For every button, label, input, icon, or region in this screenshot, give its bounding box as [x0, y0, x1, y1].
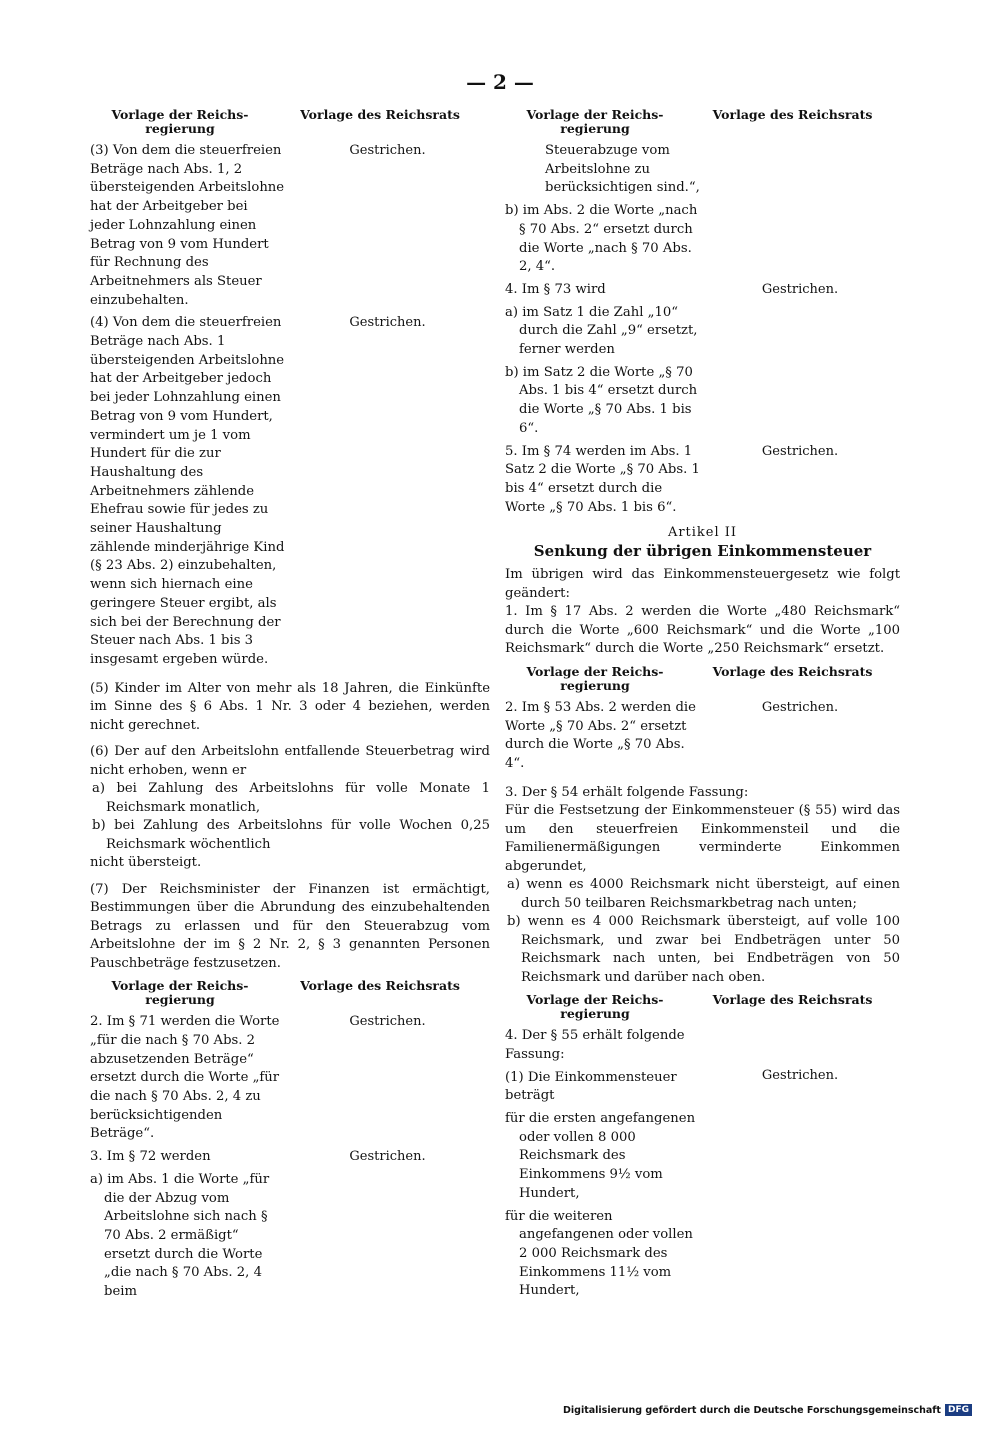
- paragraph-6b: b) bei Zahlung des Arbeitslohns für volle Wochen 0,25 Reichsmark wöchentlich: [92, 818, 490, 852]
- paragraph-5: (5) Kinder im Alter von mehr als 18 Jahren, die Einkünfte im Sinne des § 6 Abs. 1 Nr. 3 oder 4 beziehen, werden nicht gerechnet.: [90, 680, 490, 733]
- item-4: 4. Im § 73 wird: [505, 281, 606, 297]
- row-article-item-4: [505, 1027, 900, 1305]
- row-continuation: [505, 142, 900, 281]
- column-header: [505, 993, 900, 1021]
- article-item-3-text: Für die Festsetzung der Einkommensteuer (§ 55) wird das um den steuerfreien Einkommensteil und die Familienermäßigungen verminderte Einkommen abgerundet,: [505, 803, 900, 874]
- row-item-5: [505, 443, 900, 522]
- column-header: [505, 108, 900, 136]
- gestrichen-label: Gestrichen.: [349, 1014, 426, 1030]
- page-number: — 2 —: [466, 70, 534, 94]
- gestrichen-label: Gestrichen.: [761, 443, 839, 459]
- header-reichsrat: Vorlage des Reichsrats: [300, 978, 460, 994]
- paragraph-4: (4) Von dem die steuerfreien Beträge nach Abs. 1 übersteigenden Arbeitslohne hat der Arbeitgeber jedoch bei jeder Lohnzahlung einen Betrag von 9 vom Hundert, vermindert um je 1 vom Hundert für die zur Haushaltung des Arbeitnehmers zählende Ehefrau sowie für jedes zu seiner Haushaltung zählende minderjährige Kind (§ 23 Abs. 2) einzubehalten, wenn sich hiernach eine geringere Steuer ergibt, als sich bei der Berechnung der Steuer nach Abs. 1 bis 3 insgesamt ergeben würde.: [90, 315, 285, 667]
- article-intro: Im übrigen wird das Einkommensteuergesetz wie folgt geändert:: [505, 567, 900, 601]
- header-reichsrat: Vorlage des Reichsrats: [712, 663, 873, 679]
- paragraph-3: (3) Von dem die steuerfreien Beträge nach Abs. 1, 2 übersteigenden Arbeitslohne hat der Arbeitgeber bei jeder Lohnzahlung einen Betrag von 9 vom Hundert für Rechnung des Arbeitnehmers als Steuer einzubehalten.: [90, 143, 285, 308]
- item-3: 3. Im § 72 werden: [90, 1149, 211, 1165]
- paragraph-6c: nicht übersteigt.: [90, 855, 202, 871]
- row-article-item-2: [505, 699, 900, 778]
- paragraph-6a: a) bei Zahlung des Arbeitslohns für volle Monate 1 Reichsmark monatlich,: [92, 781, 490, 815]
- right-column: [505, 108, 900, 1305]
- paragraph-6: (6) Der auf den Arbeitslohn entfallende Steuerbetrag wird nicht erhoben, wenn er: [90, 744, 490, 778]
- row-p3: [90, 142, 490, 314]
- header-reichsrat: Vorlage des Reichsrats: [712, 992, 873, 1008]
- gestrichen-label: Gestrichen.: [761, 1068, 839, 1084]
- gestrichen-label: Gestrichen.: [761, 699, 839, 715]
- row-p4: [90, 314, 490, 673]
- article-item-4-1: (1) Die Einkommensteuer beträgt: [505, 1069, 677, 1104]
- article-item-1: 1. Im § 17 Abs. 2 werden die Worte „480 Reichsmark“ durch die Worte „600 Reichsmark“ und die Worte „100 Reichsmark“ durch die Worte „250 Reichsmark“ ersetzt.: [505, 604, 900, 657]
- article-title: Senkung der übrigen Einkommensteuer: [533, 542, 872, 561]
- column-header: [505, 665, 900, 693]
- gestrichen-label: Gestrichen.: [349, 1149, 426, 1165]
- header-reichsrat: Vorlage des Reichsrats: [712, 107, 873, 122]
- item-3a: a) im Abs. 1 die Worte „für die der Abzug vom Arbeitslohne sich nach § 70 Abs. 2 ermäßigt“ ersetzt durch die Worte „die nach § 70 Abs. 2, 4 beim: [90, 1171, 270, 1300]
- gestrichen-label: Gestrichen.: [761, 281, 839, 297]
- paragraph-7: (7) Der Reichsminister der Finanzen ist ermächtigt, Bestimmungen über die Abrundung des einzubehaltenden Betrags zu erlassen und für den Steuerabzug vom Arbeitslohne der im § 2 Nr. 2, § 3 genannten Personen Pauschbeträge festzusetzen.: [90, 881, 490, 971]
- footer: [563, 1404, 972, 1416]
- item-3b: b) im Abs. 2 die Worte „nach § 70 Abs. 2“ ersetzt durch die Worte „nach § 70 Abs. 2, 4“.: [505, 203, 698, 275]
- article-item-3: 3. Der § 54 erhält folgende Fassung:: [505, 784, 749, 800]
- column-header: [90, 108, 490, 136]
- header-regierung: Vorlage der Reichs- regierung: [111, 978, 249, 1008]
- article-item-4-2: für die ersten angefangenen oder vollen 8 000 Reichsmark des Einkommens 9½ vom Hundert,: [505, 1110, 696, 1201]
- header-regierung: Vorlage der Reichs- regierung: [111, 107, 249, 136]
- article-item-3b: b) wenn es 4 000 Reichsmark übersteigt, auf volle 100 Reichsmark, und zwar bei Endbeträgen unter 50 Reichsmark nach unten, bei Endbeträgen von 50 Reichsmark und darüber nach oben.: [507, 914, 900, 985]
- item-2: 2. Im § 71 werden die Worte „für die nach § 70 Abs. 2 abzusetzenden Beträge“ ersetzt durch die Worte „für die nach § 70 Abs. 2, 4 zu berücksichtigenden Beträge“.: [90, 1014, 280, 1142]
- row-item-4: [505, 281, 900, 443]
- footer-text: Digitalisierung gefördert durch die Deutsche Forschungsgemeinschaft: [563, 1404, 941, 1416]
- item-4b: b) im Satz 2 die Worte „§ 70 Abs. 1 bis 4“ ersetzt durch die Worte „§ 70 Abs. 1 bis 6“.: [505, 364, 698, 436]
- article-item-2: 2. Im § 53 Abs. 2 werden die Worte „§ 70 Abs. 2“ ersetzt durch die Worte „§ 70 Abs. 4“.: [505, 699, 696, 771]
- article-item-4: 4. Der § 55 erhält folgende Fassung:: [505, 1028, 685, 1062]
- gestrichen-label: Gestrichen.: [349, 315, 426, 331]
- article-item-4-3: für die weiteren angefangenen oder vollen 2 000 Reichsmark des Einkommens 11½ vom Hundert,: [505, 1208, 693, 1299]
- row-item-2: [90, 1013, 490, 1148]
- header-regierung: Vorlage der Reichs- regierung: [526, 663, 664, 693]
- dfg-logo: DFG: [945, 1404, 972, 1416]
- item-5: 5. Im § 74 werden im Abs. 1 Satz 2 die Worte „§ 70 Abs. 1 bis 4“ ersetzt durch die Worte „§ 70 Abs. 1 bis 6“.: [505, 443, 700, 515]
- gestrichen-label: Gestrichen.: [349, 143, 426, 158]
- header-regierung: Vorlage der Reichs- regierung: [526, 992, 664, 1022]
- item-4a: a) im Satz 1 die Zahl „10“ durch die Zahl „9“ ersetzt, ferner werden: [505, 304, 698, 358]
- left-column: [90, 108, 490, 1306]
- column-header: [90, 979, 490, 1007]
- row-item-3: [90, 1148, 490, 1306]
- article-item-3a: a) wenn es 4000 Reichsmark nicht übersteigt, auf einen durch 50 teilbaren Reichsmarkbetrag nach unten;: [507, 877, 900, 911]
- header-regierung: Vorlage der Reichs- regierung: [526, 107, 664, 136]
- item-3a-continued: Steuerabzuge vom Arbeitslohne zu berücksichtigen sind.“,: [545, 143, 700, 196]
- header-reichsrat: Vorlage des Reichsrats: [300, 107, 460, 122]
- article-number: Artikel II: [667, 525, 738, 541]
